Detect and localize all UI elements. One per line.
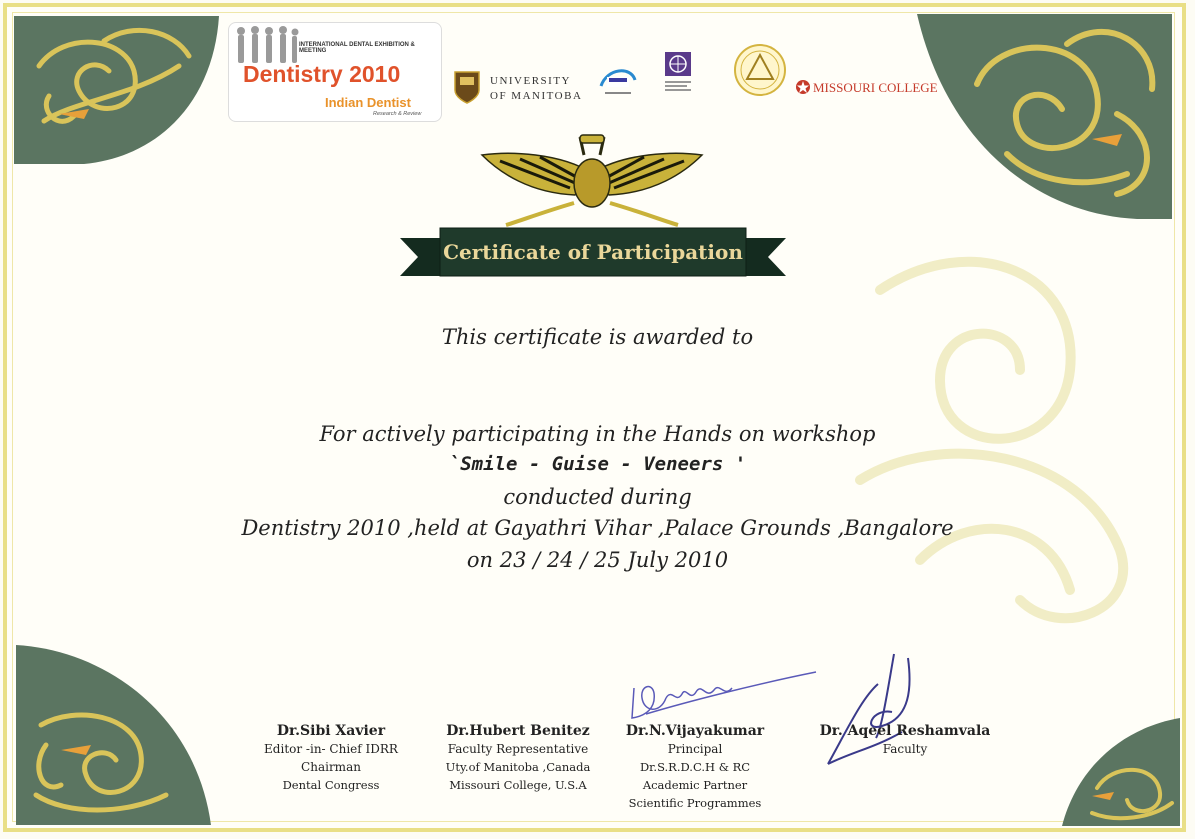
sori-swoosh-icon (597, 64, 639, 100)
university-of-manitoba-logo (453, 70, 583, 108)
signatory-title: Faculty Representative (447, 742, 589, 756)
awarded-text: This certificate is awarded to (441, 325, 754, 349)
dentistry-tagline: INTERNATIONAL DENTAL EXHIBITION & MEETING (299, 42, 415, 54)
missouri-college-text: MISSOURI COLLEGE (813, 80, 938, 95)
signatory-reshamvala (810, 722, 1000, 758)
signatory-title: Scientific Programmes (628, 796, 762, 810)
signatory-title: Faculty (882, 742, 928, 756)
signatory-title: Dr.S.R.D.C.H & RC (639, 760, 751, 774)
indian-dentist-subtitle: Research & Review (373, 111, 422, 117)
purple-institute-logo (663, 50, 695, 100)
certificate-title: Certificate of Participation (443, 240, 743, 264)
manitoba-line1: UNIVERSITY (490, 75, 571, 87)
signatory-title: Chairman (301, 760, 361, 774)
seal-icon (733, 43, 787, 97)
workshop-name: `Smile - Guise - Veneers ' (448, 453, 747, 475)
signatory-xavier (241, 722, 421, 794)
corner-ornament-bottom-left (16, 645, 216, 825)
date-text: on 23 / 24 / 25 July 2010 (466, 548, 729, 572)
corner-ornament-bottom-right (1062, 718, 1180, 826)
signatory-name: Dr.Hubert Benitez (446, 723, 590, 739)
crest-icon (453, 70, 481, 104)
globe-icon (663, 50, 695, 96)
signatory-title: Principal (667, 742, 723, 756)
signatory-name: Dr.Sibi Xavier (276, 723, 386, 739)
signature-vijayakumar (626, 668, 821, 728)
signatory-title: Academic Partner (642, 778, 748, 792)
corner-ornament-top-left (14, 16, 219, 166)
venue-text: Dentistry 2010 ,held at Gayathri Vihar ,Palace Grounds ,Bangalore (241, 516, 954, 540)
indian-dentist-logo: Indian Dentist (325, 95, 411, 110)
manitoba-line2: OF MANITOBA (490, 90, 583, 102)
academy-seal-logo (733, 43, 787, 101)
conducted-text: conducted during (503, 485, 692, 509)
signatory-title: Editor -in- Chief IDRR (264, 742, 398, 756)
corner-ornament-top-right (917, 14, 1172, 224)
signatory-title: Uty.of Manitoba ,Canada (445, 760, 591, 774)
star-icon (795, 79, 811, 95)
signatory-name: Dr.N.Vijayakumar (625, 723, 765, 739)
signatory-title: Dental Congress (282, 778, 380, 792)
signatory-vijayakumar (605, 722, 785, 812)
participation-text: For actively participating in the Hands on workshop (319, 422, 876, 446)
missouri-college-logo (795, 79, 938, 99)
signatory-name: Dr. Aqeel Reshamvala (819, 723, 991, 739)
people-silhouette-icon (233, 25, 299, 65)
signatory-benitez (428, 722, 608, 794)
signatory-title: Missouri College, U.S.A (449, 778, 587, 792)
sori-logo (597, 64, 639, 104)
dentistry-2010-logo (228, 22, 442, 122)
dentistry-logo-title: Dentistry 2010 (243, 61, 401, 87)
